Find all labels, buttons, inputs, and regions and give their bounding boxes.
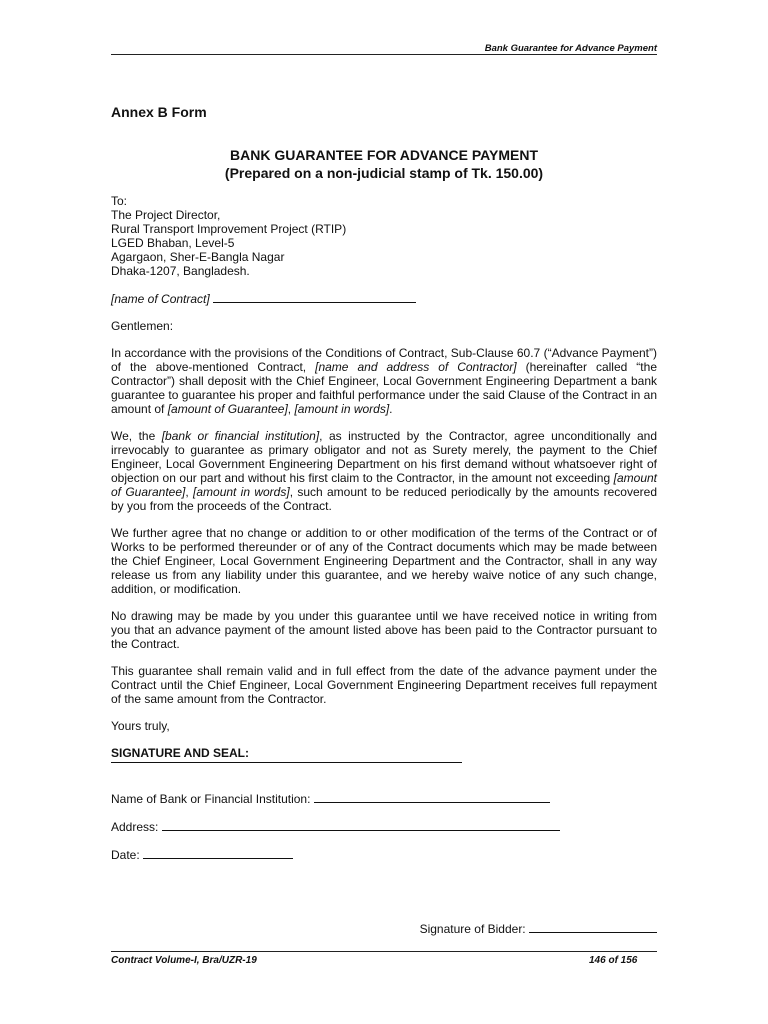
contract-name-row bbox=[111, 291, 657, 306]
addressee-line: The Project Director, bbox=[111, 208, 221, 222]
bank-name-blank[interactable] bbox=[314, 791, 550, 803]
paragraph-2: We, the [bank or financial institution], as instructed by the Contractor, agree unconditionally and irrevocably to guarantee as primary obligator and not as Surety merely, the payment to the Chief Engineer, Local Government Engineering Department on his first demand without whatsoever right of objection on our part and without his first claim to the Contractor, in the amount not exceeding [amount of Guarantee], [amount in words], such amount to be reduced periodically by the amounts recovered by you from the proceeds of the Contract. bbox=[111, 429, 657, 513]
date-blank[interactable] bbox=[143, 847, 293, 859]
running-header: Bank Guarantee for Advance Payment bbox=[484, 43, 657, 54]
salutation: Gentlemen: bbox=[111, 319, 174, 333]
paragraph-1: In accordance with the provisions of the Conditions of Contract, Sub-Clause 60.7 (“Advance Payment”) of the above-mentioned Contract, [name and address of Contractor] (hereinafter called “the Contractor”) shall deposit with the Chief Engineer, Local Government Engineering Department a bank guarantee to guarantee his proper and faithful performance under the said Clause of the Contract in an amount of [amount of Guarantee], [amount in words]. bbox=[111, 346, 657, 416]
annex-label: Annex B Form bbox=[111, 104, 207, 120]
paragraph-4: No drawing may be made by you under this guarantee until we have received notice in writing from you that an advance payment of the amount listed above has been paid to the Contractor pursuant to the Contract. bbox=[111, 609, 657, 651]
addressee-line: Agargaon, Sher-E-Bangla Nagar bbox=[111, 250, 285, 264]
paragraph-5: This guarantee shall remain valid and in full effect from the date of the advance payment under the Contract until the Chief Engineer, Local Government Engineering Department receives full repayment of the same amount from the Contractor. bbox=[111, 664, 657, 706]
address-row bbox=[111, 819, 657, 834]
title-line-1: BANK GUARANTEE FOR ADVANCE PAYMENT bbox=[229, 147, 538, 163]
addressee-line: Rural Transport Improvement Project (RTIP) bbox=[111, 222, 347, 236]
date-row bbox=[111, 847, 657, 862]
title-line-2: (Prepared on a non-judicial stamp of Tk. 150.00) bbox=[224, 165, 544, 181]
bidder-signature-row bbox=[420, 921, 657, 936]
bidder-signature-blank[interactable] bbox=[529, 921, 657, 933]
addressee-line: LGED Bhaban, Level-5 bbox=[111, 236, 235, 250]
footer-page-number: 146 of 156 bbox=[589, 955, 638, 966]
signature-seal-label: SIGNATURE AND SEAL: bbox=[111, 746, 249, 760]
addressee-block bbox=[111, 194, 657, 278]
date-label: Date: bbox=[111, 848, 140, 862]
bank-name-row bbox=[111, 791, 657, 806]
letter-body bbox=[111, 194, 657, 862]
paragraph-3: We further agree that no change or addition to or other modification of the terms of the Contract or of Works to be performed thereunder or of any of the Contract documents which may be made between the Chief Engineer, Local Government Engineering Department and the Contractor, shall in any way release us from any liability under this guarantee, and we hereby waive notice of any such change, addition, or modification. bbox=[111, 526, 657, 596]
footer-divider bbox=[111, 951, 657, 952]
contract-name-label: [name of Contract] bbox=[111, 292, 210, 306]
address-label: Address: bbox=[111, 820, 159, 834]
addressee-to: To: bbox=[111, 194, 128, 208]
header-divider bbox=[111, 54, 657, 55]
addressee-line: Dhaka-1207, Bangladesh. bbox=[111, 264, 250, 278]
footer-contract-ref: Contract Volume-I, Bra/UZR-19 bbox=[111, 955, 257, 966]
contract-name-blank[interactable] bbox=[213, 291, 416, 303]
closing: Yours truly, bbox=[111, 719, 170, 733]
address-blank[interactable] bbox=[162, 819, 560, 831]
document-title bbox=[0, 146, 768, 182]
bank-name-label: Name of Bank or Financial Institution: bbox=[111, 792, 311, 806]
bidder-signature-label: Signature of Bidder: bbox=[419, 922, 526, 936]
